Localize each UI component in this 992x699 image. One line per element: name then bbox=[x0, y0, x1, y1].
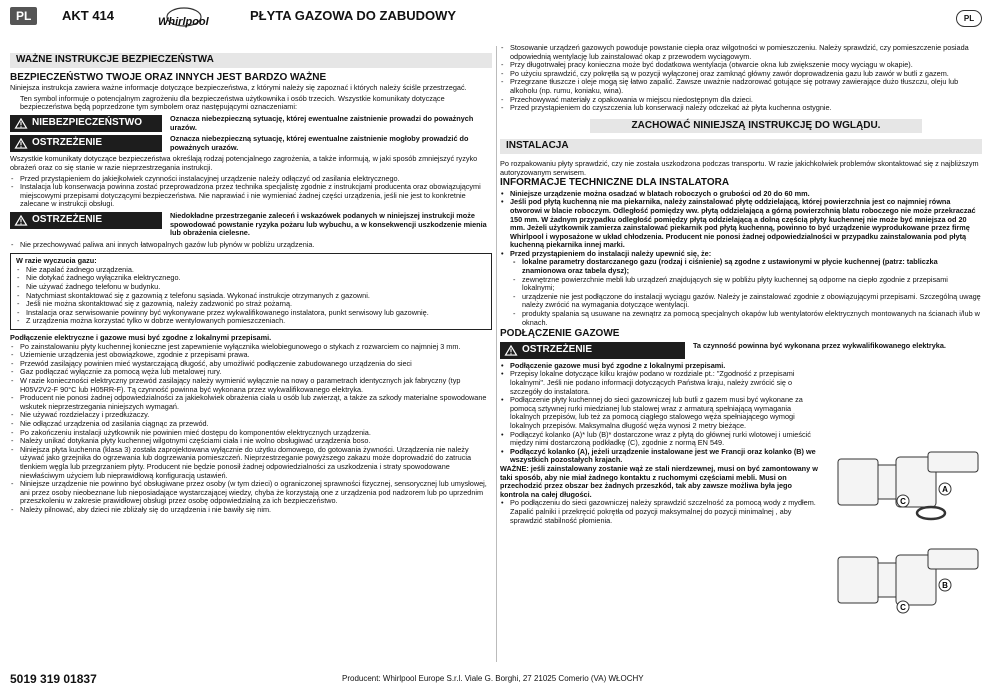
symbol-note: Ten symbol informuje o potencjalnym zagrożeniu dla bezpieczeństwa użytkownika i osób trzecich. Wszystkie komunikaty dotyczące bezpieczeństwa będą poprzedzone tym symbolem oraz następującymi oznaczeniami: bbox=[20, 93, 445, 112]
gas-connection-title: PODŁĄCZENIE GAZOWE bbox=[500, 328, 620, 340]
label-b: B bbox=[942, 581, 948, 590]
list-item: • Przed przystąpieniem do instalacji należy upewnić się, że: bbox=[510, 250, 982, 259]
gas-box-title: W razie wyczucia gazu: bbox=[16, 256, 97, 266]
column-divider bbox=[496, 46, 497, 662]
warning2-row bbox=[10, 212, 492, 238]
warning2-label bbox=[10, 212, 162, 229]
gas-list bbox=[500, 362, 818, 465]
usage-list bbox=[500, 44, 982, 113]
keep-instructions-title: ZACHOWAĆ NINIEJSZĄ INSTRUKCJĘ DO WGLĄDU. bbox=[590, 119, 922, 134]
warning-label bbox=[10, 135, 162, 152]
safety-heading: BEZPIECZEŃSTWO TWOJE ORAZ INNYCH JEST BARDZO WAŻNE bbox=[10, 71, 327, 83]
list-item: - Nie używać żadnego telefonu w budynku. bbox=[26, 283, 486, 292]
list-item: - Natychmiast skontaktować się z gazownią z telefonu sąsiada. Wykonać instrukcje otrzymanych z gazowni. bbox=[26, 292, 486, 301]
messages-intro: Wszystkie komunikaty dotyczące bezpieczeństwa określają rodzaj potencjalnego zagrożenia, a także informują, w jaki sposób zmniejszyć ryzyko obrażeń oraz co się stanie w razie nieprzestrzegania instrukcji. bbox=[10, 154, 478, 172]
list-item: - Nie przechowywać paliwa ani innych łatwopalnych gazów lub płynów w pobliżu urządzenia. bbox=[20, 241, 492, 250]
list-item: - Przewód zasilający powinien mieć wystarczającą długość, aby umożliwić podłączenie zabudowanego urządzenia do sieci bbox=[20, 360, 492, 369]
list-item: - Nie zapalać żadnego urządzenia. bbox=[26, 266, 486, 275]
list-item: - Po użyciu sprawdzić, czy pokrętła są w pozycji wyłączonej oraz zamknąć główny zawór doprowadzenia gazu lub zawór w butli z gazem. bbox=[510, 70, 982, 79]
warning2-text: Niedokładne przestrzeganie zaleceń i wskazówek podanych w niniejszej instrukcji może spowodować powstanie ryzyka pożaru lub wybuchu, a w konsekwencji uszkodzenie mienia lub obrażenia cielesne. bbox=[170, 210, 487, 238]
danger-row bbox=[10, 115, 492, 132]
list-item: - Z urządzenia można korzystać tylko w dobrze wentylowanych pomieszczeniach. bbox=[26, 317, 486, 326]
gas-warning-note: WAŻNE: jeśli zainstalowany zostanie wąż ze stali nierdzewnej, musi on być zamontowany w taki sposób, aby nie miał żadnego kontaktu z ruchomymi częściami mebli. Musi on przechodzić przez obszar bez żadnych przeszkód, tak aby zawsze możliwa była jego kontrola na całej długości. bbox=[500, 463, 818, 499]
safety-list bbox=[10, 175, 492, 209]
warning-triangle-icon bbox=[14, 138, 28, 149]
list-item: • Podłączyć kolanko (A)* lub (B)* dostarczone wraz z płytą do głównej rurki wlotowej i umieścić między nimi dostarczoną podkładkę (C), zgodnie z normą EN 549. bbox=[510, 431, 818, 448]
list-item: - Nie używać rozdzielaczy i przedłużaczy. bbox=[20, 411, 492, 420]
warning-triangle-icon bbox=[14, 118, 28, 129]
list-item: - zewnętrzne powierzchnie mebli lub urządzeń znajdujących się w pobliżu płyty kuchennej są odporne na ciepło zgodnie z przepisami lokalnymi; bbox=[522, 276, 982, 293]
brand-name: Whirlpool bbox=[158, 16, 209, 28]
list-item: - Przegrzane tłuszcze i oleje mogą się łatwo zapalić. Zawsze uważnie nadzorować gotujące się potrawy zawierające dużo tłuszczu, oleju lub alkoholu (np. rumu, koniaku, wina). bbox=[510, 78, 982, 95]
list-item: • Przepisy lokalne dotyczące kilku krajów podano w rozdziale pt.: "Zgodność z przepisami lokalnymi". Jeśli nie podano informacji dotyczących Państwa kraju, należy zwrócić się o szczegóły do instalatora. bbox=[510, 370, 818, 396]
left-column bbox=[10, 48, 492, 515]
list-item: - W razie konieczności elektryczny przewód zasilający należy wymienić wyłącznie na nowy o parametrach identycznych jak fabryczny (typ H05V2V2-F 90°C lub H05RR-F). Tą czynność powinna być wykonana przez wykwalifikowanego elektryka. bbox=[20, 377, 492, 394]
gas-warning-text: Ta czynność powinna być wykonana przez wykwalifikowanego elektryka. bbox=[693, 340, 946, 350]
warning-triangle-icon bbox=[504, 345, 518, 356]
tech-list bbox=[500, 190, 982, 259]
list-item: • Podłączenie gazowe musi być zgodne z lokalnymi przepisami. bbox=[510, 362, 818, 371]
warning-text: Oznacza niebezpieczną sytuację, której ewentualne zaistnienie mogłoby prowadzić do poważnych urazów. bbox=[170, 134, 469, 152]
fuel-list bbox=[10, 241, 492, 250]
installation-text: Po rozpakowaniu płyty sprawdzić, czy nie została uszkodzona podczas transportu. W razie jakichkolwiek problemów skontaktować się z najbliższym autoryzowanym serwisem. bbox=[500, 158, 979, 177]
list-item: - produkty spalania są usuwane na zewnątrz za pomocą specjalnych okapów lub wentylatorów elektrycznych montowanych na ścianach i/lub w oknach. bbox=[522, 310, 982, 327]
list-item: - Nie odłączać urządzenia od zasilania ciągnąc za przewód. bbox=[20, 420, 492, 429]
gas-box-list bbox=[16, 266, 486, 326]
list-item: - Instalacja lub konserwacja powinna zostać przeprowadzona przez technika specjalistę zgodnie z instrukcjami producenta oraz obowiązującymi miejscowymi przepisami dotyczącymi bezpieczeństwa. Nie naprawiać i nie wymieniać żadnej części urządzenia, jeśli nie jest to konkretnie zalecane w instrukcji obsługi. bbox=[20, 183, 492, 209]
list-item: - Stosowanie urządzeń gazowych powoduje powstanie ciepła oraz wilgotności w pomieszczeniu. Należy sprawdzić, czy pomieszczenie posiada odpowiednią wentylację lub zainstalować okap z przewodem wyciągowym. bbox=[510, 44, 982, 61]
list-item: - Jeśli nie można skontaktować się z gazownią, należy zadzwonić po straż pożarną. bbox=[26, 300, 486, 309]
gas-smell-box bbox=[10, 253, 492, 330]
label-c-bottom: C bbox=[900, 603, 906, 612]
list-item: - Przy długotrwałej pracy konieczna może być dodatkowa wentylacja (otwarcie okna lub zwiększenie mocy wyciągu w okapie). bbox=[510, 61, 982, 70]
list-item: - Należy unikać dotykania płyty kuchennej wilgotnymi częściami ciała i nie wolno obsługiwać urządzenia boso. bbox=[20, 437, 492, 446]
intro-text: Niniejsza instrukcja zawiera ważne informacje dotyczące bezpieczeństwa, z którymi należy się zapoznać i których należy ściśle przestrzegać. bbox=[10, 83, 467, 93]
label-c-top: C bbox=[900, 497, 906, 506]
list-item: • Po podłączeniu do sieci gazowniczej należy sprawdzić szczelność za pomocą wody z mydłem. Zapalić palniki i przekręcić pokrętła od pozycji maksymalnej do pozycji minimalnej , aby sprawdzić stabilność płomienia. bbox=[510, 499, 818, 525]
document-title: PŁYTA GAZOWA DO ZABUDOWY bbox=[250, 8, 457, 23]
warning-triangle-icon bbox=[14, 215, 28, 226]
tech-sub-list bbox=[512, 258, 982, 327]
elec-title: Podłączenie elektryczne i gazowe musi być zgodne z lokalnymi przepisami. bbox=[10, 333, 272, 343]
gas-fitting-diagram bbox=[833, 447, 983, 637]
safety-section-title: WAŻNE INSTRUKCJE BEZPIECZEŃSTWA bbox=[10, 53, 492, 68]
warning-label-text: OSTRZEŻENIE bbox=[32, 137, 103, 149]
warning2-label-text: OSTRZEŻENIE bbox=[32, 214, 103, 226]
list-item: - Należy pilnować, aby dzieci nie zbliżały się do urządzenia i nie bawiły się nim. bbox=[20, 506, 492, 515]
list-item: - lokalne parametry dostarczanego gazu (rodzaj i ciśnienie) są zgodne z ustawionymi w płycie kuchennej (patrz: tabliczka znamionowa oraz tabela dysz); bbox=[522, 258, 982, 275]
model-number: AKT 414 bbox=[62, 8, 115, 23]
list-item: - Niniejsze urządzenie nie powinno być obsługiwane przez osoby (w tym dzieci) o ograniczonej sprawności fizycznej, sensorycznej lub umysłowej, ani przez osoby nieobeznane lub nieposiadające wystarczającej wiedzy, chyba że korzystają one z urządzenia pod nadzorem lub po uprzednim przeszkoleniu w zakresie prawidłowej obsługi przez osobę odpowiedzialną za ich bezpieczeństwo. bbox=[20, 480, 492, 506]
list-item: • Podłączenie płyty kuchennej do sieci gazowniczej lub butli z gazem musi być wykonane za pomocą sztywnej rurki miedzianej lub stalowej wraz z armaturą spełniającą wymagania lokalnych przepisów, lub też za pomocą ciągłego stalowego węża spełniającego wymogi lokalnych przepisów. Maksymalna długość węża wynosi 2 metry bieżące. bbox=[510, 396, 818, 430]
list-item: - Przechowywać materiały z opakowania w miejscu niedostępnym dla dzieci. bbox=[510, 96, 982, 105]
page-header bbox=[0, 4, 992, 34]
gas-warning-label-text: OSTRZEŻENIE bbox=[522, 344, 593, 356]
list-item: • Niniejsze urządzenie można osadzać w blatach roboczych o grubości od 20 do 60 mm. bbox=[510, 190, 982, 199]
list-item: • Jeśli pod płytą kuchenną nie ma piekarnika, należy zainstalować płytę oddzielającą, której powierzchnia jest co najmniej równa otworowi w blacie roboczym. Odległość pomiędzy ww. płytą oddzielającą a górną powierzchnią blatu roboczego nie może przekraczać 150 mm. W żadnym przypadku odległość pomiędzy płytą oddzielającą a dolną częścią płyty kuchennej nie może być mniejsza od 20 mm. Jeżeli użytkownik zamierza zainstalować piekarnik pod płytą kuchenną, powinno to być urządzenie wyprodukowane przez firmę Whirlpool i wyposażone w układ chłodzenia. Producent nie ponosi żadnej odpowiedzialności w przypadku zainstalowania pod płytą kuchenną piekarnika innej marki. bbox=[510, 198, 982, 250]
producer-info: Producent: Whirlpool Europe S.r.l. Viale G. Borghi, 27 21025 Comerio (VA) WŁOCHY bbox=[342, 674, 644, 683]
language-circle: PL bbox=[956, 10, 982, 27]
tech-info-title: INFORMACJE TECHNICZNE DLA INSTALATORA bbox=[500, 177, 730, 189]
danger-label bbox=[10, 115, 162, 132]
brand-logo bbox=[158, 6, 209, 28]
label-a: A bbox=[942, 485, 948, 494]
list-item: - Przed przystąpieniem do jakiejkolwiek czynności instalacyjnej urządzenie należy odłączyć od zasilania elektrycznego. bbox=[20, 175, 492, 184]
list-item: - urządzenie nie jest podłączone do instalacji wyciągu gazów. Należy je zainstalować zgodnie z obowiązującymi przepisami. Szczególną uwagę należy zwrócić na wymagania dotyczące wentylacji. bbox=[522, 293, 982, 310]
list-item: - Producent nie ponosi żadnej odpowiedzialności za jakiekolwiek obrażenia ciała u osób lub zwierząt, a także za szkody materialne spowodowane wskutek nieprzestrzegania niniejszych wymagań. bbox=[20, 394, 492, 411]
language-badge: PL bbox=[10, 7, 37, 25]
gas-warning-row bbox=[500, 342, 982, 359]
list-item: - Uziemienie urządzenia jest obowiązkowe, zgodnie z przepisami prawa. bbox=[20, 351, 492, 360]
list-item: - Nie dotykać żadnego wyłącznika elektrycznego. bbox=[26, 274, 486, 283]
final-list bbox=[500, 499, 818, 525]
installation-title: INSTALACJA bbox=[500, 139, 982, 154]
danger-text: Oznacza niebezpieczną sytuację, której ewentualne zaistnienie prowadzi do poważnych urazów. bbox=[170, 113, 474, 132]
list-item: - Po zakończeniu instalacji użytkownik nie powinien mieć dostępu do komponentów elektrycznych urządzenia. bbox=[20, 429, 492, 438]
elec-list bbox=[10, 343, 492, 515]
danger-label-text: NIEBEZPIECZEŃSTWO bbox=[32, 117, 143, 129]
list-item: - Gaz podłączać wyłącznie za pomocą węża lub metalowej rury. bbox=[20, 368, 492, 377]
list-item: - Przed przystąpieniem do czyszczenia lub konserwacji należy odczekać aż płyta kuchenna ostygnie. bbox=[510, 104, 982, 113]
list-item: - Po zainstalowaniu płyty kuchennej konieczne jest zapewnienie wyłącznika wielobiegunowego o stykach z rozwarciem co najmniej 3 mm. bbox=[20, 343, 492, 352]
list-item: - Instalacja oraz serwisowanie powinny być wykonywane przez wykwalifikowanego instalatora, punkt serwisowy lub gazownię. bbox=[26, 309, 486, 318]
list-item: • Podłączyć kolanko (A), jeżeli urządzenie instalowane jest we Francji oraz kolanko (B) we wszystkich pozostałych krajach. bbox=[510, 448, 818, 465]
gas-instructions bbox=[500, 362, 818, 525]
warning-row bbox=[10, 135, 492, 152]
list-item: - Niniejsza płyta kuchenna (klasa 3) została zaprojektowana wyłącznie do użytku domowego, do gotowania żywności. Urządzenia nie należy używać jako grzejnika do ogrzewania lub dogrzewania pomieszczeń. Nieprzestrzeganie powyższego zakazu może doprowadzić do zatrucia tlenkiem węgla lub przegrzaniem płyty. Producent nie będzie ponosił żadnej odpowiedzialności za uszkodzenia i straty spowodowane niewłaściwym użyciem lub nieprawidłową konfiguracją ustawień. bbox=[20, 446, 492, 480]
gas-warning-label bbox=[500, 342, 685, 359]
document-code: 5019 319 01837 bbox=[10, 672, 97, 686]
